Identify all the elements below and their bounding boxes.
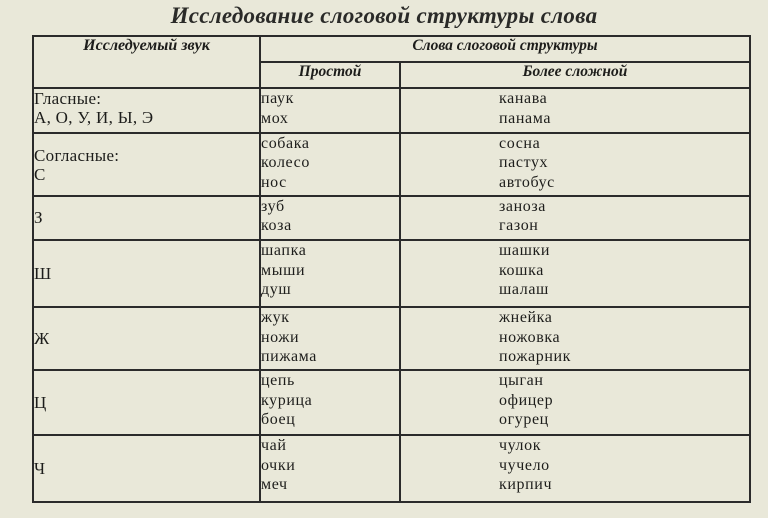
word: газон bbox=[499, 217, 539, 235]
table-row bbox=[33, 307, 750, 370]
word: заноза bbox=[499, 197, 547, 215]
sound-line: С bbox=[34, 164, 46, 184]
word: душ bbox=[261, 281, 292, 299]
word: шашки bbox=[499, 242, 551, 260]
complex-words-cell bbox=[400, 88, 750, 133]
header-words: Слова слоговой структуры bbox=[260, 36, 750, 62]
sound-line: Ч bbox=[34, 459, 46, 478]
simple-words-cell bbox=[260, 133, 400, 196]
word: боец bbox=[261, 411, 296, 429]
table-row bbox=[33, 240, 750, 307]
table-row bbox=[33, 435, 750, 502]
word: офицер bbox=[499, 391, 554, 409]
word: огурец bbox=[499, 411, 549, 429]
word: шалаш bbox=[499, 281, 549, 299]
table-header-row bbox=[33, 36, 750, 62]
word: шапка bbox=[261, 242, 307, 260]
sound-cell bbox=[33, 196, 260, 241]
word: кошка bbox=[499, 261, 544, 279]
simple-words-cell bbox=[260, 196, 400, 241]
sound-line: Ш bbox=[34, 264, 52, 284]
page-title: Исследование слоговой структуры слова bbox=[170, 3, 598, 28]
word: ножи bbox=[261, 328, 300, 346]
complex-words-cell bbox=[400, 370, 750, 435]
complex-words-cell bbox=[400, 196, 750, 241]
word: пижама bbox=[261, 348, 317, 366]
sound-cell bbox=[33, 133, 260, 196]
word: коза bbox=[261, 217, 292, 235]
table-row bbox=[33, 88, 750, 133]
table-row bbox=[33, 196, 750, 241]
word: цепь bbox=[261, 372, 295, 390]
simple-words-cell bbox=[260, 307, 400, 370]
sound-line: Согласные: bbox=[34, 145, 120, 165]
table-row bbox=[33, 133, 750, 196]
word: пастух bbox=[499, 154, 549, 172]
word: зуб bbox=[261, 197, 285, 215]
word: жук bbox=[261, 309, 290, 327]
complex-words-cell bbox=[400, 240, 750, 307]
complex-words-cell bbox=[400, 307, 750, 370]
complex-words-cell bbox=[400, 435, 750, 502]
simple-words-cell bbox=[260, 370, 400, 435]
sound-cell bbox=[33, 307, 260, 370]
word: нос bbox=[261, 173, 287, 191]
word: кирпич bbox=[499, 476, 553, 493]
word: курица bbox=[261, 391, 313, 409]
simple-words-cell bbox=[260, 88, 400, 133]
syllable-structure-table bbox=[32, 35, 751, 503]
word: канава bbox=[499, 90, 548, 107]
word: чай bbox=[261, 437, 287, 454]
word: автобус bbox=[499, 173, 555, 191]
word: колесо bbox=[261, 154, 310, 172]
word: жнейка bbox=[499, 309, 553, 327]
complex-words-cell bbox=[400, 133, 750, 196]
word: паук bbox=[261, 90, 295, 107]
table-row bbox=[33, 370, 750, 435]
word: цыган bbox=[499, 372, 544, 390]
header-simple: Простой bbox=[260, 62, 400, 88]
word: пожарник bbox=[499, 348, 572, 366]
sound-line: А, О, У, И, Ы, Э bbox=[34, 108, 154, 127]
sound-line: Ж bbox=[34, 329, 50, 349]
word: собака bbox=[261, 134, 310, 152]
sound-line: Ц bbox=[34, 393, 47, 413]
word: меч bbox=[261, 476, 288, 493]
word: очки bbox=[261, 456, 296, 474]
word: ножовка bbox=[499, 328, 561, 346]
simple-words-cell bbox=[260, 435, 400, 502]
word: мыши bbox=[261, 261, 306, 279]
sound-cell bbox=[33, 240, 260, 307]
sound-line: З bbox=[34, 208, 43, 228]
header-sound: Исследуемый звук bbox=[33, 36, 260, 88]
word: чучело bbox=[499, 456, 550, 474]
word: чулок bbox=[499, 437, 542, 454]
header-complex: Более сложной bbox=[400, 62, 750, 88]
sound-line: Гласные: bbox=[34, 89, 102, 108]
sound-cell bbox=[33, 88, 260, 133]
word: сосна bbox=[499, 134, 541, 152]
word: панама bbox=[499, 109, 552, 127]
sound-cell bbox=[33, 370, 260, 435]
word: мох bbox=[261, 109, 289, 127]
simple-words-cell bbox=[260, 240, 400, 307]
sound-cell bbox=[33, 435, 260, 502]
